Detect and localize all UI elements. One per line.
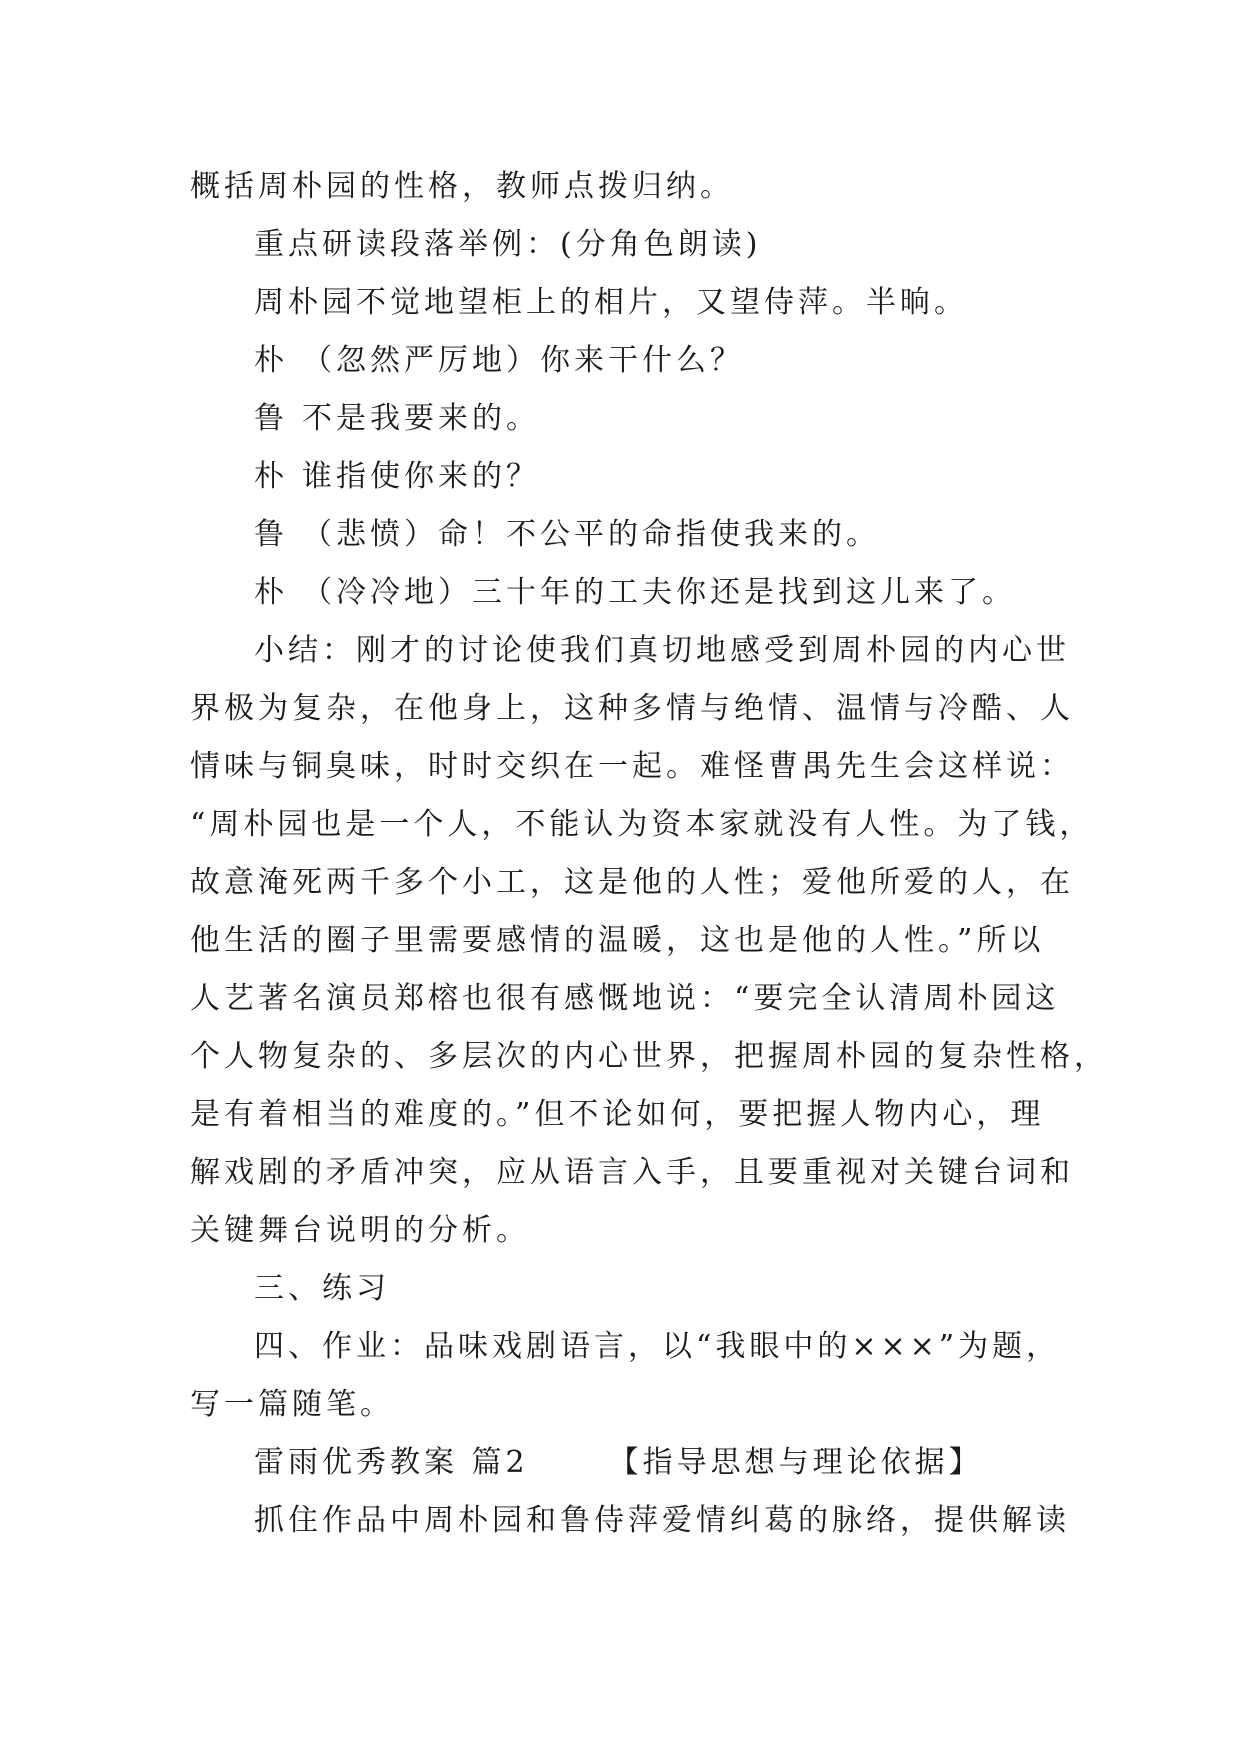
dialogue-line — [190, 332, 1050, 390]
dialogue-line — [190, 506, 1050, 564]
section-heading-subtitle: 【指导思想与理论依据】 — [608, 1445, 983, 1480]
summary-line: 小结：刚才的讨论使我们真切地感受到周朴园的内心世 — [254, 633, 1070, 668]
summary-line: 写一篇随笔。 — [190, 1387, 394, 1422]
summary-line: 是有着相当的难度的。”但不论如何，要把握人物内心，理 — [190, 1097, 1045, 1132]
section-heading — [190, 1434, 1050, 1492]
dialogue-line — [190, 390, 1050, 448]
dialogue-speaker: 朴 — [254, 459, 288, 494]
document-body — [190, 158, 1108, 1550]
summary-line: “周朴园也是一个人，不能认为资本家就没有人性。为了钱， — [190, 807, 1094, 842]
summary-line: 关键舞台说明的分析。 — [190, 1213, 530, 1248]
summary-line: 情味与铜臭味，时时交织在一起。难怪曹禺先生会这样说： — [190, 749, 1074, 784]
summary-line: 界极为复杂，在他身上，这种多情与绝情、温情与冷酷、人 — [190, 691, 1074, 726]
summary-line: 个人物复杂的、多层次的内心世界，把握周朴园的复杂性格， — [190, 1039, 1108, 1074]
paragraph-line: 重点研读段落举例：(分角色朗读) — [254, 227, 762, 262]
dialogue-speaker: 鲁 — [254, 517, 288, 552]
dialogue-speaker: 朴 — [254, 575, 288, 610]
summary-line: 故意淹死两千多个小工，这是他的人性；爱他所爱的人，在 — [190, 865, 1074, 900]
summary-line: 他生活的圈子里需要感情的温暖，这也是他的人性。”所以 — [190, 923, 1045, 958]
dialogue-line — [190, 564, 1050, 622]
section-heading-exercise: 三、练习 — [254, 1271, 390, 1306]
dialogue-speaker: 朴 — [254, 343, 288, 378]
paragraph-line: 抓住作品中周朴园和鲁侍萍爱情纠葛的脉络，提供解读 — [254, 1503, 1070, 1538]
paragraph-line: 概括周朴园的性格，教师点拨归纳。 — [190, 169, 734, 204]
section-heading-title: 雷雨优秀教案 篇2 — [254, 1445, 529, 1480]
section-heading-homework: 四、作业：品味戏剧语言，以“我眼中的×××”为题， — [254, 1329, 1061, 1364]
dialogue-text: 不是我要来的。 — [302, 401, 540, 436]
summary-line: 人艺著名演员郑榕也很有感慨地说：“要完全认清周朴园这 — [190, 981, 1060, 1016]
dialogue-text: 谁指使你来的？ — [302, 459, 540, 494]
dialogue-text: （悲愤）命！不公平的命指使我来的。 — [302, 517, 880, 552]
dialogue-text: （冷冷地）三十年的工夫你还是找到这儿来了。 — [302, 575, 1016, 610]
paragraph-line: 周朴园不觉地望柜上的相片，又望侍萍。半晌。 — [254, 285, 968, 320]
dialogue-text: （忽然严厉地）你来干什么？ — [302, 343, 744, 378]
dialogue-speaker: 鲁 — [254, 401, 288, 436]
summary-line: 解戏剧的矛盾冲突，应从语言入手，且要重视对关键台词和 — [190, 1155, 1074, 1190]
dialogue-line — [190, 448, 1050, 506]
